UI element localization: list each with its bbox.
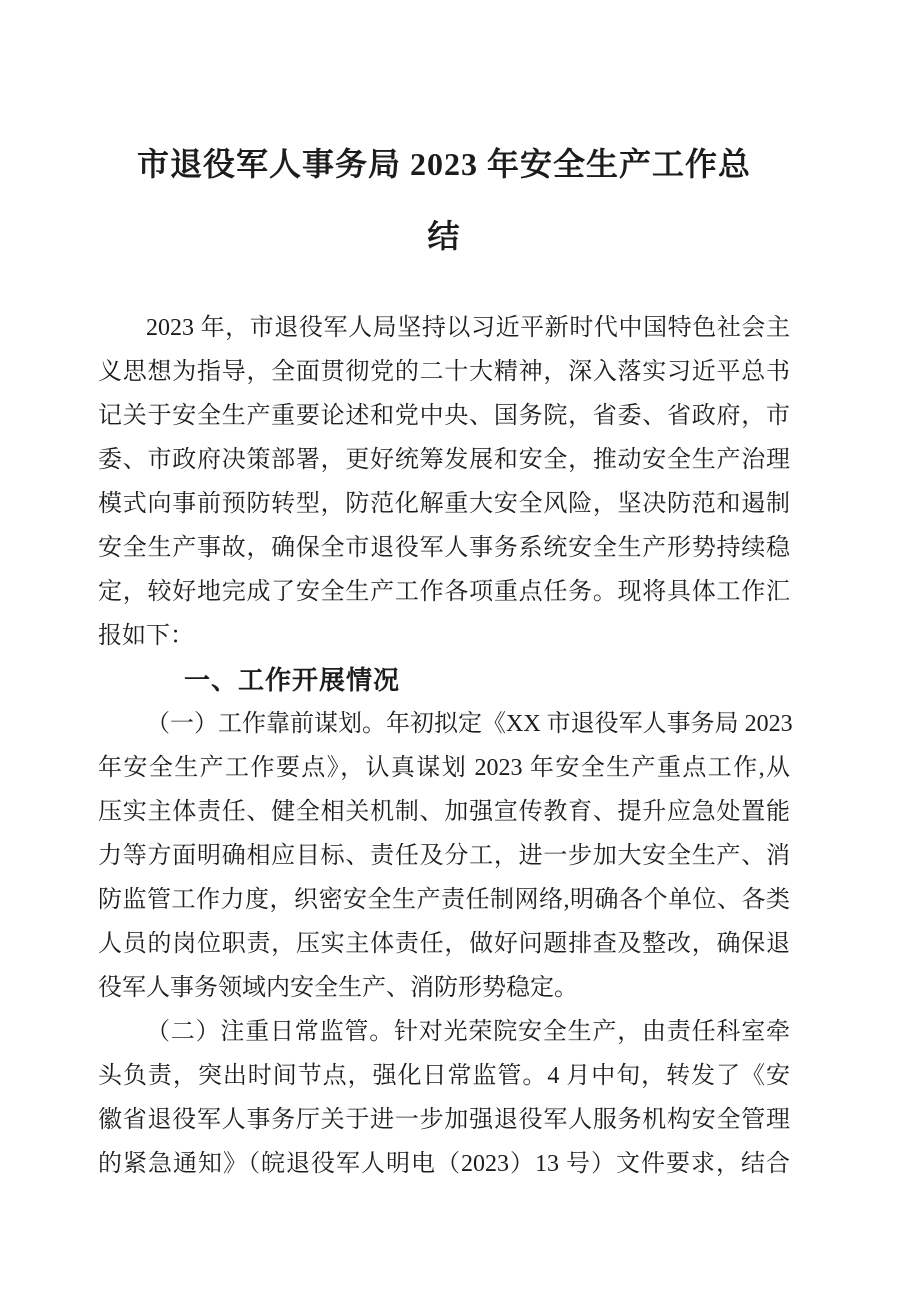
text-line: 头负责，突出时间节点，强化日常监管。4 月中旬，转发了《安 [98,1063,790,1089]
text-line: 委、市政府决策部署，更好统筹发展和安全，推动安全生产治理 [98,447,790,473]
text-line: 的紧急通知》（皖退役军人明电（2023）13 号）文件要求，结合 [98,1151,790,1177]
title-line-1: 市退役军人事务局 2023 年安全生产工作总 [136,146,751,182]
text-line: 防监管工作力度，织密安全生产责任制网络,明确各个单位、各类 [98,887,790,913]
text-line: 役军人事务领域内安全生产、消防形势稳定。 [98,975,578,1001]
text-line: 人员的岗位职责，压实主体责任，做好问题排查及整改，确保退 [98,931,790,957]
text-line: 年安全生产工作要点》，认真谋划 2023 年安全生产重点工作,从 [98,755,790,781]
text-line: （二）注重日常监管。针对光荣院安全生产，由责任科室牵 [146,1019,790,1045]
title-line-2: 结 [427,218,461,254]
document-body [98,306,793,1186]
text-line: 记关于安全生产重要论述和党中央、国务院，省委、省政府，市 [98,403,790,429]
text-line: 义思想为指导，全面贯彻党的二十大精神，深入落实习近平总书 [98,359,790,385]
text-line: 报如下： [98,623,194,649]
section-heading: 一、工作开展情况 [184,665,401,695]
document-title [98,0,790,272]
text-line: 模式向事前预防转型，防范化解重大安全风险，坚决防范和遏制 [98,491,790,517]
text-line: 徽省退役军人事务厅关于进一步加强退役军人服务机构安全管理 [98,1107,790,1133]
sub-paragraph-2 [98,1010,790,1186]
text-line: 压实主体责任、健全相关机制、加强宣传教育、提升应急处置能 [98,799,790,825]
text-line: 定，较好地完成了安全生产工作各项重点任务。现将具体工作汇 [98,579,790,605]
document-content [98,0,793,1186]
text-line: 安全生产事故，确保全市退役军人事务系统安全生产形势持续稳 [98,535,790,561]
text-line: 力等方面明确相应目标、责任及分工，进一步加大安全生产、消 [98,843,790,869]
sub-paragraph-1 [98,702,793,1010]
text-line: 2023 年，市退役军人局坚持以习近平新时代中国特色社会主 [146,315,790,341]
text-line: （一）工作靠前谋划。年初拟定《XX 市退役军人事务局 2023 [146,711,793,737]
intro-paragraph [98,306,790,658]
